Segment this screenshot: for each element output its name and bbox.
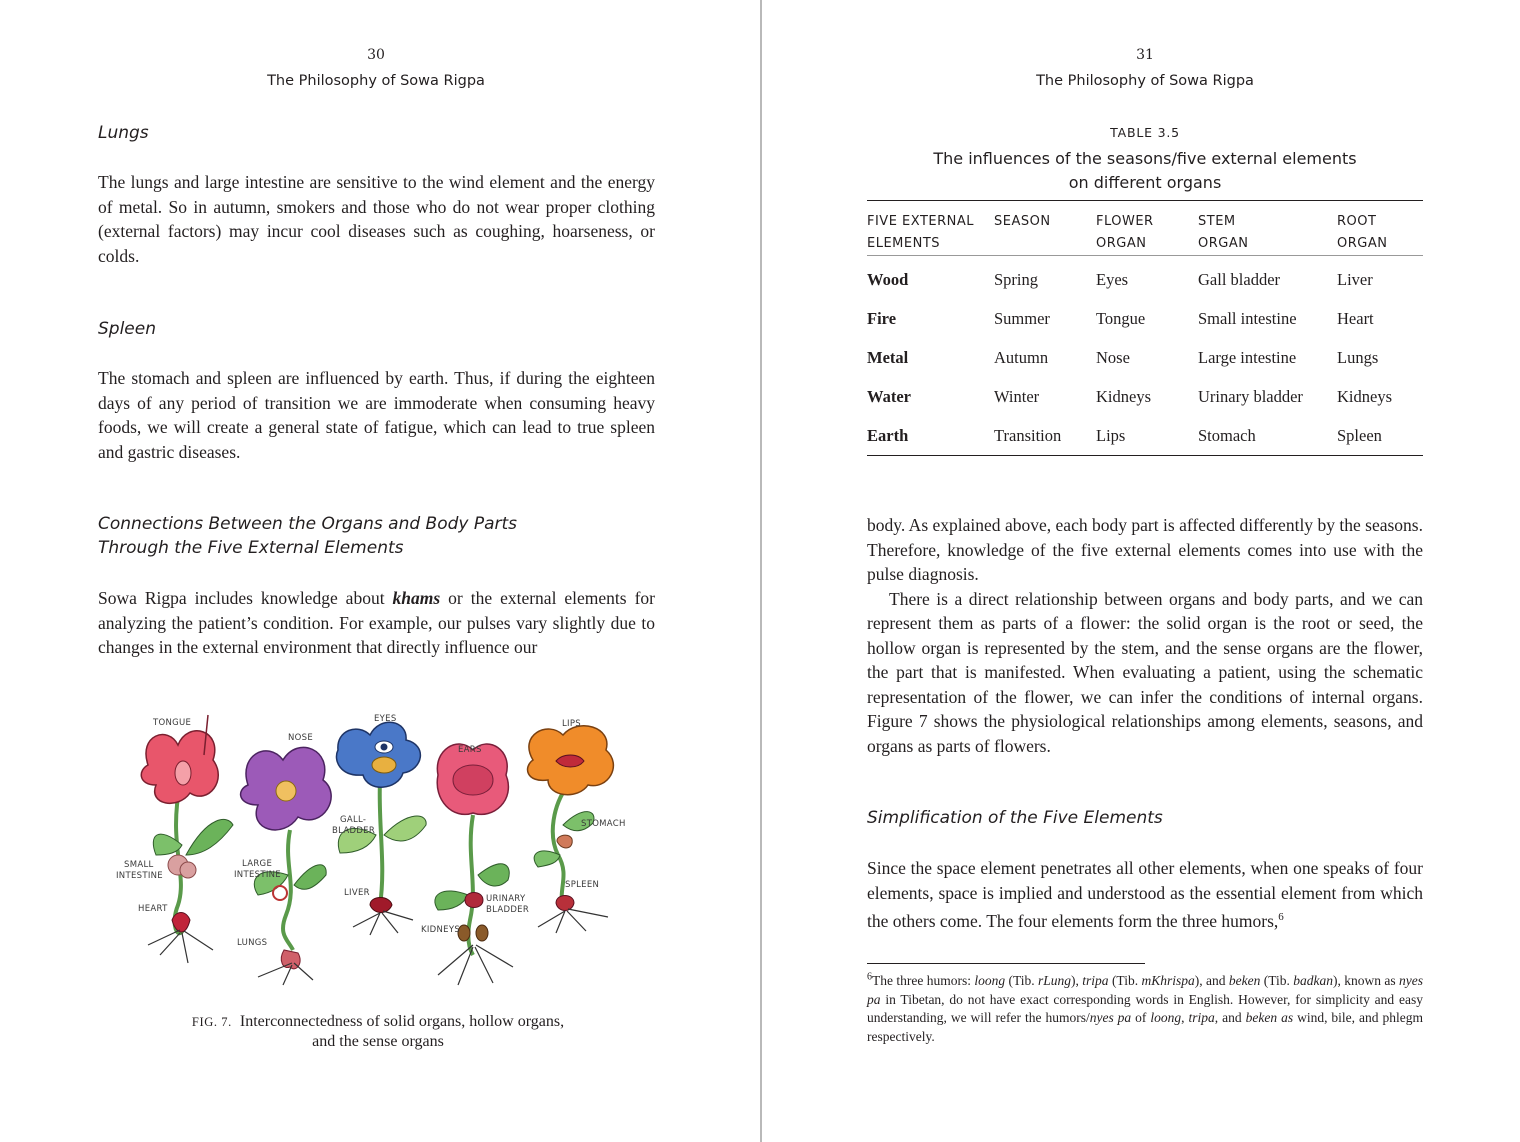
label-lips: LIPS <box>562 719 581 729</box>
running-head: The Philosophy of Sowa Rigpa <box>1036 73 1254 89</box>
label-urinary-2: BLADDER <box>486 905 530 915</box>
label-heart: HEART <box>138 904 168 914</box>
label-tongue: TONGUE <box>153 718 192 728</box>
footnote-rule <box>867 963 1145 964</box>
figure-caption <box>100 1012 656 1051</box>
connections-text-before: Sowa Rigpa includes knowledge about <box>98 588 393 608</box>
connections-heading-line1: Connections Between the Organs and Body Parts <box>98 514 518 534</box>
table-title-line2: on different organs <box>1068 173 1222 192</box>
lips-flower <box>528 726 614 933</box>
khams-term: khams <box>392 588 441 608</box>
spleen-heading: Spleen <box>98 319 156 339</box>
label-gall-1: GALL- <box>340 815 367 825</box>
table-row: Metal Autumn Nose Large intestine Lungs <box>867 347 1379 367</box>
label-small-1: SMALL <box>124 860 154 870</box>
connections-heading-line2: Through the Five External Elements <box>98 538 404 558</box>
label-spleen: SPLEEN <box>565 880 600 890</box>
label-nose: NOSE <box>288 733 314 743</box>
table-row: Earth Transition Lips Stomach Spleen <box>867 416 1423 456</box>
footnote-marker: 6 <box>867 971 872 983</box>
table-header-row <box>867 201 1423 256</box>
header-five-external-elements: FIVE EXTERNAL ELEMENTS <box>867 201 994 256</box>
lungs-heading: Lungs <box>98 123 149 143</box>
label-large-2: INTESTINE <box>234 870 281 880</box>
label-large-1: LARGE <box>242 859 273 869</box>
page-number: 30 <box>367 47 385 63</box>
header-season: SEASON <box>994 201 1096 256</box>
lungs-text: The lungs and large intestine are sensitive to the wind element and the energy of metal. So in autumn, smokers and those who do not wear proper clothing (external factors) may incur cool diseases such as coughing, hoarseness, or colds. <box>98 172 655 266</box>
label-stomach: STOMACH <box>581 819 626 829</box>
table-row: Fire Summer Tongue Small intestine Heart <box>867 308 1374 328</box>
figure-caption-line1: Interconnectedness of solid organs, hollow organs, <box>239 1013 565 1030</box>
table-row: Water Winter Kidneys Urinary bladder Kidneys <box>867 386 1392 406</box>
header-stem-organ: STEM ORGAN <box>1198 201 1337 256</box>
lungs-paragraph <box>98 170 655 268</box>
connections-paragraph <box>98 586 655 660</box>
header-root-organ: ROOT ORGAN <box>1337 201 1423 256</box>
paragraph-flower-relationship: There is a direct relationship between organs and body parts, and we can represent them as parts of a flower: the solid organ is the root or seed, the hollow organ is represented by the stem, and the sense organs are the flower, the part that is manifested. When evaluating a patient, using the schematic representation of the flower, we can infer the conditions of internal organs. Figure 7 shows the physiological relationships among elements, seasons, and organs as parts of flowers. <box>867 588 1423 756</box>
label-kidneys: KIDNEYS <box>421 925 461 935</box>
spleen-text: The stomach and spleen are influenced by earth. Thus, if during the eighteen days of any period of transition we are immoderate when consuming heavy foods, we will create a general state of fatigue, which can lead to true spleen and gastric diseases. <box>98 368 655 462</box>
paragraph-body-seasons: body. As explained above, each body part is affected differently by the seasons. Therefore, knowledge of the five external elements comes into use with the pulse diagnosis. <box>867 515 1423 584</box>
paragraph-space-element: Since the space element penetrates all other elements, when one speaks of four elements, space is implied and understood as the essential element from which the others come. The four elements form the three humors, <box>867 858 1423 931</box>
label-urinary-1: URINARY <box>486 894 526 904</box>
table-label: TABLE 3.5 <box>1110 125 1180 140</box>
elements-table <box>867 200 1423 456</box>
figure-caption-label: FIG. 7. <box>191 1015 232 1029</box>
right-page <box>762 0 1520 1142</box>
footnote: $^6$The three humors: loong (Tib. rLung), tripa (Tib. mKhrispa), and beken (Tib. badkan), known as nyes pa in Tibetan, do not have exact corresponding words in English. However, for simplicity and easy understanding, we will refer the humors/nyes pa of loong, tripa, and beken as wind, bile, and phlegm respectively. <box>867 971 1423 1044</box>
footnote-ref: 6 <box>1278 911 1284 923</box>
table-title-line1: The influences of the seasons/five external elements <box>933 149 1357 168</box>
running-head: The Philosophy of Sowa Rigpa <box>267 73 485 89</box>
ears-flower <box>435 744 513 985</box>
simplification-heading: Simplification of the Five Elements <box>867 808 1163 828</box>
label-ears: EARS <box>458 745 482 755</box>
label-gall-2: BLADDER <box>332 826 376 836</box>
header-flower-organ: FLOWER ORGAN <box>1096 201 1198 256</box>
label-small-2: INTESTINE <box>116 871 163 881</box>
connections-heading <box>98 512 517 560</box>
page-number: 31 <box>1136 47 1154 63</box>
main-text-block <box>867 513 1423 758</box>
label-liver: LIVER <box>344 888 370 898</box>
simplification-paragraph <box>867 856 1423 933</box>
table-title <box>867 147 1423 195</box>
connections-text-after: or the external elements for analyzing the patient’s condition. For example, our pulses vary slightly due to changes in the external environment that directly influence our <box>98 588 655 657</box>
label-lungs: LUNGS <box>237 938 268 948</box>
tongue-flower <box>141 715 233 963</box>
label-eyes: EYES <box>374 714 397 724</box>
five-flowers-figure <box>108 705 648 990</box>
figure-caption-line2: and the sense organs <box>312 1033 444 1050</box>
table-row: Wood Spring Eyes Gall bladder Liver <box>867 269 1373 289</box>
spleen-paragraph <box>98 366 655 464</box>
